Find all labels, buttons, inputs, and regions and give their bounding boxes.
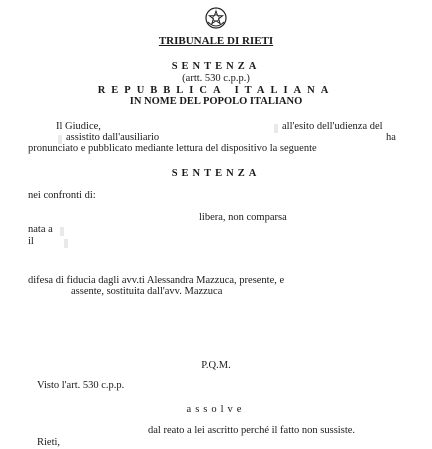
republic-emblem-icon — [204, 6, 228, 30]
redaction — [274, 123, 278, 135]
acquits-heading: assolve — [186, 404, 246, 415]
pronounced-text: pronunciato e pubblicato mediante lettura del dispositivo la seguente — [28, 143, 317, 154]
date-label: il — [28, 236, 34, 247]
status-text: libera, non comparsa — [199, 212, 287, 223]
document-type: SENTENZA — [171, 61, 261, 72]
born-text: nata a — [28, 224, 53, 235]
court-title: TRIBUNALE DI RIETI — [158, 35, 274, 47]
republic-heading: REPUBBLICA ITALIANA — [97, 85, 335, 96]
in-name-heading: IN NOME DEL POPOLO ITALIANO — [129, 96, 303, 107]
redaction — [60, 226, 64, 238]
has-text: ha — [386, 132, 396, 143]
judge-text: Il Giudice, — [56, 121, 101, 132]
redaction — [64, 238, 68, 250]
defense-line-1: difesa di fiducia dagli avv.ti Alessandra Mazzuca, presente, e — [28, 275, 285, 286]
verdict-text: dal reato a lei ascritto perché il fatto non sussiste. — [148, 425, 356, 436]
article-reference: (artt. 530 c.p.p.) — [182, 73, 250, 84]
against-text: nei confronti di: — [28, 190, 96, 201]
sentence-heading: SENTENZA — [171, 168, 261, 179]
hearing-text: all'esito dell'udienza del — [282, 121, 383, 132]
seen-text: Visto l'art. 530 c.p.p. — [37, 380, 125, 391]
assisted-text: assistito dall'ausiliario — [66, 132, 160, 143]
place-text: Rieti, — [37, 437, 61, 448]
defense-line-2: assente, sostituita dall'avv. Mazzuca — [71, 286, 223, 297]
pqm-heading: P.Q.M. — [201, 360, 231, 371]
